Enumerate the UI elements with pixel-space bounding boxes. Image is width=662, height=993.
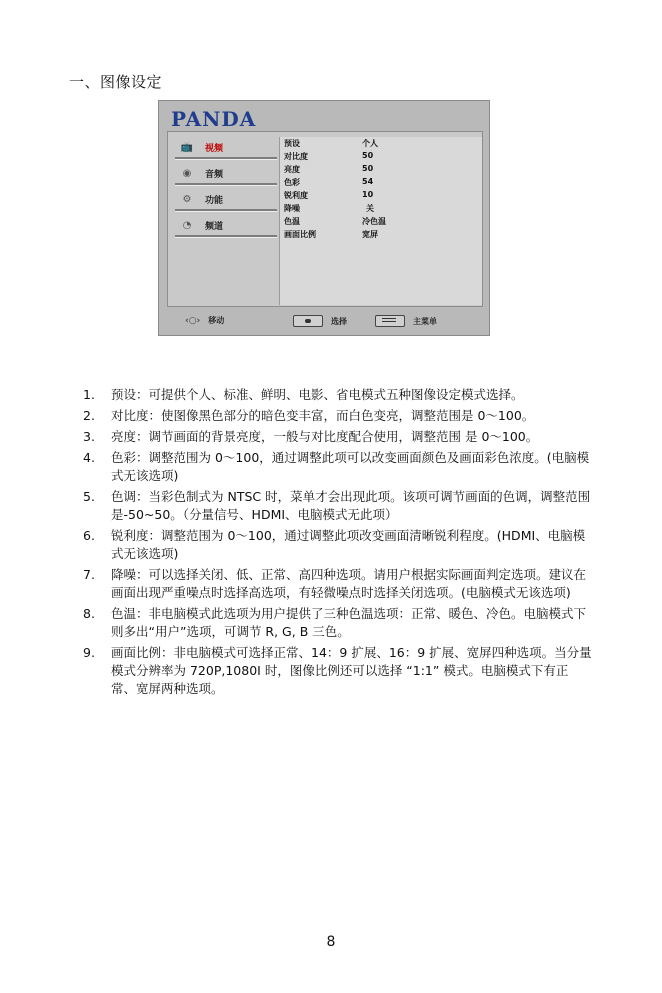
antenna-icon: ◔ bbox=[182, 219, 192, 231]
osd-setting-aspect-ratio[interactable] bbox=[280, 228, 482, 241]
setting-key: 对比度 bbox=[284, 152, 308, 161]
osd-category-menu bbox=[171, 137, 277, 241]
item-number: 8. bbox=[83, 606, 95, 621]
item-number: 6. bbox=[83, 528, 95, 543]
osd-menu-item-audio[interactable] bbox=[171, 163, 277, 183]
item-number: 1. bbox=[83, 387, 95, 402]
list-item bbox=[83, 407, 593, 425]
osd-setting-preset[interactable] bbox=[280, 137, 482, 150]
setting-value: 50 bbox=[362, 151, 374, 160]
osd-menu-label: 功能 bbox=[205, 195, 224, 206]
list-item bbox=[83, 386, 593, 404]
setting-key: 色温 bbox=[284, 217, 300, 226]
item-text: 降噪：可以选择关闭、低、正常、高四种选项。请用户根据实际画面判定选项。建议在画面出现严重噪点时选择高选项，有轻微噪点时选择关闭选项。(电脑模式无该选项) bbox=[111, 567, 587, 600]
osd-menu-screenshot bbox=[158, 100, 490, 336]
footer-label: 移动 bbox=[208, 316, 225, 325]
setting-value: 54 bbox=[362, 177, 374, 186]
osd-footer bbox=[167, 311, 483, 331]
list-item bbox=[83, 488, 593, 524]
item-text: 预设：可提供个人、标准、鲜明、电影、省电模式五种图像设定模式选择。 bbox=[111, 387, 524, 402]
select-button-icon bbox=[293, 315, 323, 327]
item-text: 亮度：调节画面的背景亮度，一般与对比度配合使用，调整范围 是 0～100。 bbox=[111, 429, 539, 444]
osd-setting-color-temp[interactable] bbox=[280, 215, 482, 228]
wrench-icon: ⚙ bbox=[182, 193, 192, 205]
item-text: 锐利度：调整范围为 0～100，通过调整此项改变画面清晰锐利程度。(HDMI、电脑模式无该选项) bbox=[111, 528, 586, 561]
setting-key: 亮度 bbox=[284, 165, 300, 174]
tv-icon: 📺 bbox=[180, 141, 194, 153]
setting-value: 冷色温 bbox=[362, 217, 386, 226]
setting-value: 关 bbox=[366, 204, 374, 213]
osd-setting-contrast[interactable] bbox=[280, 150, 482, 163]
item-text: 画面比例：非电脑模式可选择正常、14：9 扩展、16：9 扩展、宽屏四种选项。当分量模式分辨率为 720P,1080I 时，图像比例还可以选择 “1:1” 模式。电脑模式下有正常、宽屏两种选项。 bbox=[111, 645, 592, 696]
item-text: 对比度：使图像黑色部分的暗色变丰富，而白色变亮，调整范围是 0～100。 bbox=[111, 408, 535, 423]
section-title: 一、图像设定 bbox=[69, 73, 163, 91]
osd-menu-item-channel[interactable] bbox=[171, 215, 277, 235]
osd-settings-panel bbox=[279, 137, 482, 305]
list-item bbox=[83, 566, 593, 602]
list-item bbox=[83, 644, 593, 698]
list-item bbox=[83, 428, 593, 446]
arrows-icon: ‹○› bbox=[185, 315, 201, 326]
item-number: 7. bbox=[83, 567, 95, 582]
osd-setting-sharpness[interactable] bbox=[280, 189, 482, 202]
setting-key: 预设 bbox=[284, 139, 300, 148]
item-text: 色彩：调整范围为 0～100，通过调整此项可以改变画面颜色及画面彩色浓度。(电脑模式无该选项) bbox=[111, 450, 590, 483]
setting-value: 10 bbox=[362, 190, 374, 199]
osd-menu-item-video[interactable] bbox=[171, 137, 277, 157]
setting-key: 降噪 bbox=[284, 204, 300, 213]
osd-footer-main-menu bbox=[375, 315, 437, 327]
osd-menu-label: 音频 bbox=[205, 169, 224, 180]
osd-menu-label: 频道 bbox=[205, 221, 224, 232]
page-number: 8 bbox=[326, 934, 336, 950]
list-item bbox=[83, 605, 593, 641]
osd-setting-brightness[interactable] bbox=[280, 163, 482, 176]
item-text: 色调：当彩色制式为 NTSC 时，菜单才会出现此项。该项可调节画面的色调，调整范围是-50~50。（分量信号、HDMI、电脑模式无此项） bbox=[111, 489, 591, 522]
panda-logo: PANDA bbox=[171, 107, 257, 131]
menu-button-icon bbox=[375, 315, 405, 327]
setting-value: 个人 bbox=[362, 139, 378, 148]
item-text: 色温：非电脑模式此选项为用户提供了三种色温选项：正常、暖色、冷色。电脑模式下则多出“用户”选项，可调节 R, G, B 三色。 bbox=[111, 606, 587, 639]
setting-value: 50 bbox=[362, 164, 374, 173]
setting-key: 画面比例 bbox=[284, 230, 316, 239]
osd-setting-color[interactable] bbox=[280, 176, 482, 189]
item-number: 2. bbox=[83, 408, 95, 423]
settings-description-list bbox=[83, 386, 593, 701]
footer-label: 选择 bbox=[331, 316, 347, 326]
item-number: 4. bbox=[83, 450, 95, 465]
item-number: 5. bbox=[83, 489, 95, 504]
speaker-icon: ◉ bbox=[182, 167, 192, 179]
item-number: 3. bbox=[83, 429, 95, 444]
setting-key: 锐利度 bbox=[284, 191, 308, 200]
osd-footer-select bbox=[293, 315, 347, 327]
list-item bbox=[83, 527, 593, 563]
setting-value: 宽屏 bbox=[362, 230, 378, 239]
osd-setting-noise-reduction[interactable] bbox=[280, 202, 482, 215]
osd-footer-move bbox=[185, 315, 224, 326]
footer-label: 主菜单 bbox=[413, 316, 437, 326]
setting-key: 色彩 bbox=[284, 178, 300, 187]
osd-menu-item-function[interactable] bbox=[171, 189, 277, 209]
list-item bbox=[83, 449, 593, 485]
osd-menu-label: 视频 bbox=[205, 143, 224, 154]
item-number: 9. bbox=[83, 645, 95, 660]
